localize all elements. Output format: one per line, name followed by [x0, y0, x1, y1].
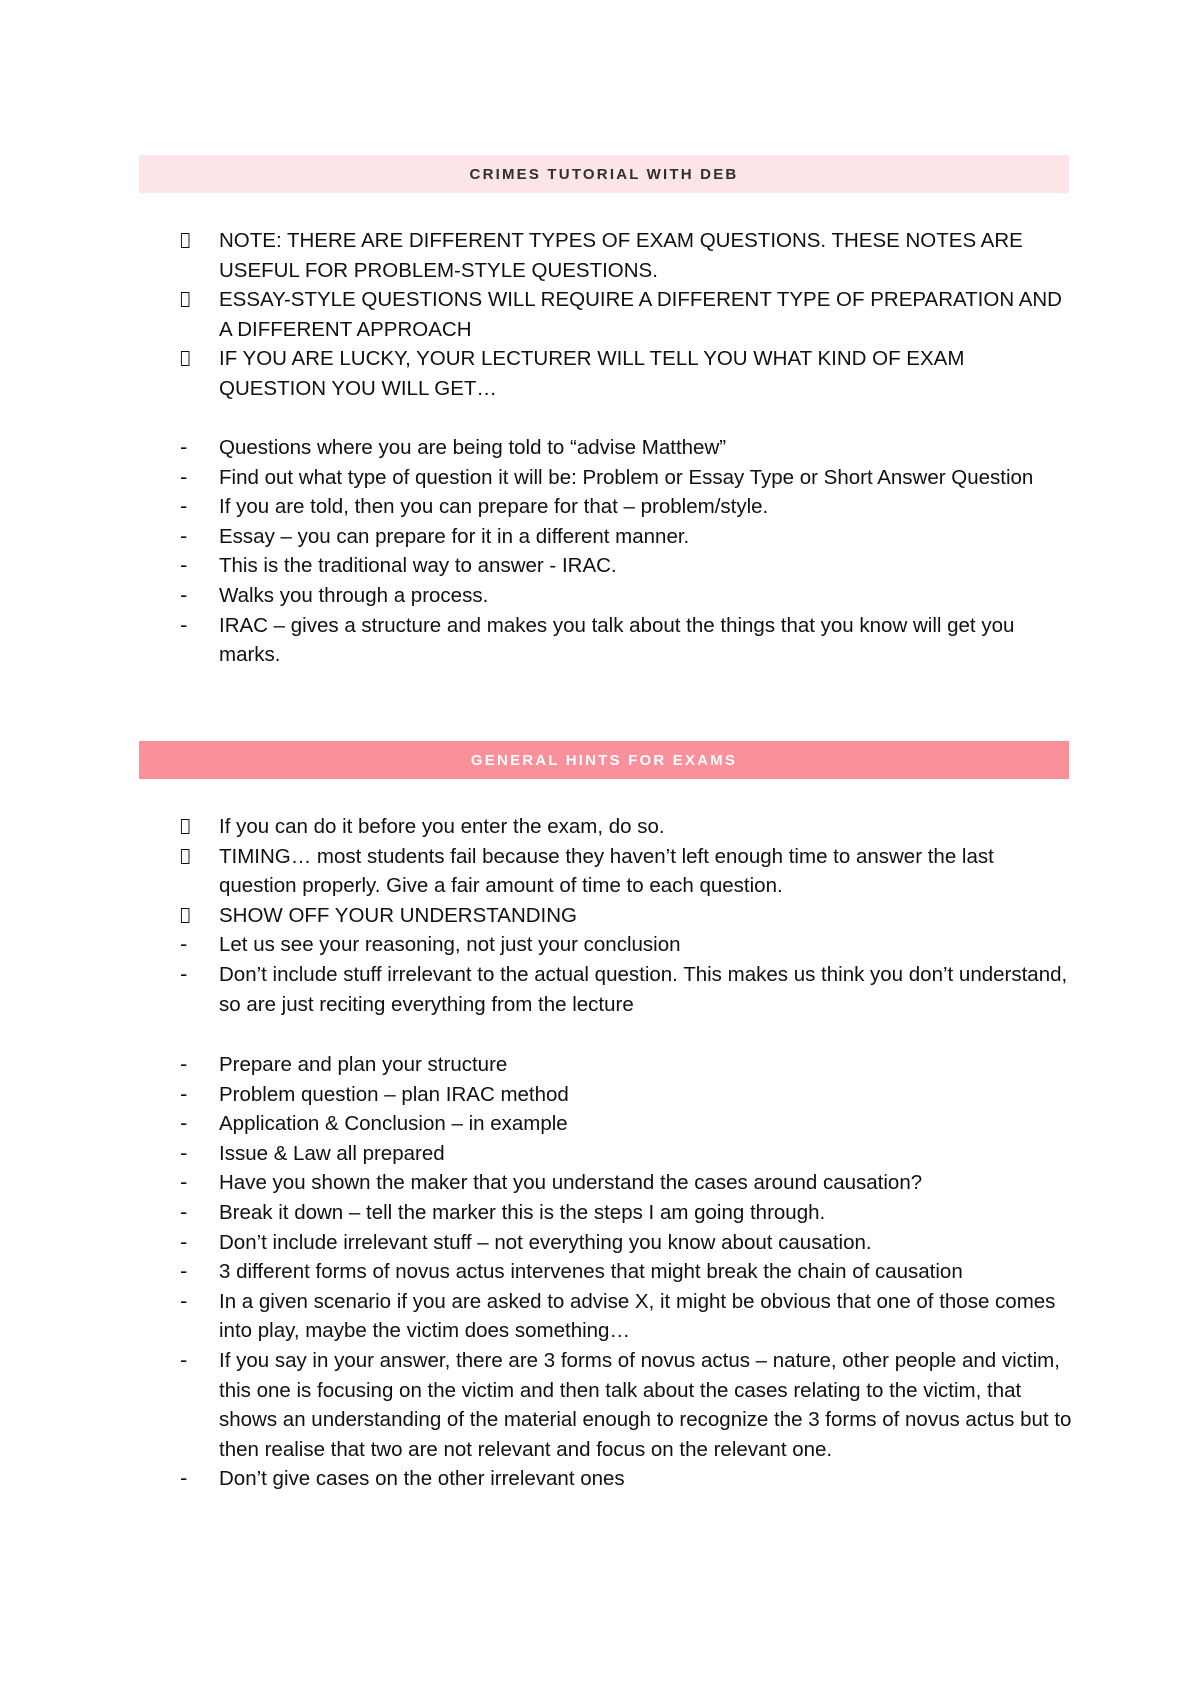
- missing-glyph-bullet-icon: [180, 812, 200, 842]
- dash-bullet: -: [180, 435, 188, 459]
- list-item: [0, 522, 1074, 552]
- list-item: [0, 1168, 1074, 1198]
- list-item: [0, 285, 1074, 344]
- list-item: [0, 1257, 1074, 1287]
- missing-glyph-bullet-icon: [180, 285, 200, 315]
- list-item-text: Find out what type of question it will be: Problem or Essay Type or Short Answer Question: [219, 465, 1034, 489]
- list-item: [0, 1109, 1074, 1139]
- list-item-text: SHOW OFF YOUR UNDERSTANDING: [219, 903, 577, 927]
- missing-glyph-bullet-icon: [180, 344, 200, 374]
- dash-bullet: -: [180, 1052, 188, 1076]
- list-item-text: In a given scenario if you are asked to advise X, it might be obvious that one of those comes into play, maybe the victim does something…: [219, 1289, 1056, 1343]
- dash-bullet: -: [180, 582, 188, 607]
- list-item: [0, 581, 1074, 611]
- list-item-text: IF YOU ARE LUCKY, YOUR LECTURER WILL TELL YOU WHAT KIND OF EXAM QUESTION YOU WILL GET…: [219, 347, 965, 400]
- list-item: [0, 930, 1074, 960]
- dash-bullet: -: [180, 932, 188, 957]
- list-item-text: Questions where you are being told to “advise Matthew”: [219, 436, 727, 459]
- hints-list: [0, 812, 1074, 1019]
- list-item-text: Have you shown the maker that you understand the cases around causation?: [219, 1171, 923, 1195]
- dash-bullet: -: [180, 553, 188, 578]
- dash-bullet: -: [180, 494, 188, 519]
- list-item: [0, 1050, 1074, 1080]
- dash-bullet: -: [180, 612, 188, 637]
- dash-bullet: -: [180, 1466, 188, 1491]
- dash-bullet: -: [180, 523, 188, 548]
- note-list: [0, 226, 1074, 404]
- missing-glyph-bullet-icon: [180, 226, 200, 256]
- list-item-text: NOTE: THERE ARE DIFFERENT TYPES OF EXAM QUESTIONS. THESE NOTES ARE USEFUL FOR PROBLEM-STYLE QUESTIONS.: [219, 229, 1023, 282]
- list-item-text: 3 different forms of novus actus intervenes that might break the chain of causation: [219, 1260, 963, 1284]
- list-item: [0, 1198, 1074, 1228]
- list-item-text: TIMING… most students fail because they haven’t left enough time to answer the last question properly. Give a fair amount of time to each question.: [219, 844, 994, 898]
- dash-bullet: -: [180, 1347, 188, 1372]
- missing-glyph-bullet-icon: [180, 842, 200, 872]
- list-item: [0, 551, 1074, 581]
- list-item-text: Break it down – tell the marker this is the steps I am going through.: [219, 1200, 826, 1224]
- list-item-text: Prepare and plan your structure: [219, 1053, 508, 1076]
- list-item: [0, 901, 1074, 931]
- section-heading-general-hints: GENERAL HINTS FOR EXAMS: [139, 741, 1069, 779]
- list-item-text: This is the traditional way to answer - IRAC.: [219, 554, 617, 578]
- missing-glyph-bullet-icon: [180, 901, 200, 931]
- dash-bullet: -: [180, 961, 188, 986]
- list-item-text: Essay – you can prepare for it in a different manner.: [219, 524, 690, 548]
- list-item: [0, 812, 1074, 842]
- list-item: [0, 1139, 1074, 1169]
- dash-bullet: -: [180, 1111, 188, 1136]
- list-item: [0, 1346, 1074, 1464]
- list-item: [0, 226, 1074, 285]
- list-item: [0, 1080, 1074, 1110]
- list-item: [0, 960, 1074, 1019]
- list-item-text: Let us see your reasoning, not just your conclusion: [219, 933, 681, 957]
- list-item-text: If you say in your answer, there are 3 forms of novus actus – nature, other people and victim, this one is focusing on the victim and then talk about the cases relating to the victim, that shows an understanding of the material enough to recognize the 3 forms of novus actus but to then realise that two are not relevant and focus on the relevant one.: [219, 1348, 1072, 1461]
- dash-bullet: -: [180, 1259, 188, 1284]
- list-item-text: Problem question – plan IRAC method: [219, 1082, 569, 1106]
- list-item-text: Application & Conclusion – in example: [219, 1112, 568, 1136]
- dash-bullet: -: [180, 1199, 188, 1224]
- list-item-text: IRAC – gives a structure and makes you talk about the things that you know will get you marks.: [219, 613, 1015, 667]
- list-item: [0, 1287, 1074, 1346]
- list-item: [0, 1228, 1074, 1258]
- list-item: [0, 492, 1074, 522]
- list-item-text: If you are told, then you can prepare for that – problem/style.: [219, 495, 769, 519]
- list-item-text: ESSAY-STYLE QUESTIONS WILL REQUIRE A DIFFERENT TYPE OF PREPARATION AND A DIFFERENT APPROACH: [219, 288, 1062, 341]
- dash-bullet: -: [180, 1081, 188, 1106]
- dash-bullet: -: [180, 1288, 188, 1313]
- list-item-text: Issue & Law all prepared: [219, 1141, 445, 1165]
- list-item: [0, 433, 1074, 463]
- list-item-text: Walks you through a process.: [219, 583, 489, 607]
- dash-bullet: -: [180, 1170, 188, 1195]
- section-heading-crimes-tutorial: CRIMES TUTORIAL WITH DEB: [139, 155, 1069, 193]
- list-item: [0, 611, 1074, 670]
- list-item: [0, 463, 1074, 493]
- list-item: [0, 1464, 1074, 1494]
- list-item-text: Don’t include stuff irrelevant to the actual question. This makes us think you don’t understand, so are just reciting everything from the lecture: [219, 962, 1068, 1016]
- list-item: [0, 344, 1074, 403]
- list-item-text: If you can do it before you enter the exam, do so.: [219, 815, 665, 838]
- dash-bullet: -: [180, 1229, 188, 1254]
- strategy-list: [0, 1050, 1074, 1494]
- dash-bullet: -: [180, 464, 188, 489]
- dash-bullet: -: [180, 1140, 188, 1165]
- list-item-text: Don’t give cases on the other irrelevant ones: [219, 1467, 625, 1491]
- list-item-text: Don’t include irrelevant stuff – not everything you know about causation.: [219, 1230, 872, 1254]
- dash-list: [0, 433, 1074, 670]
- list-item: [0, 842, 1074, 901]
